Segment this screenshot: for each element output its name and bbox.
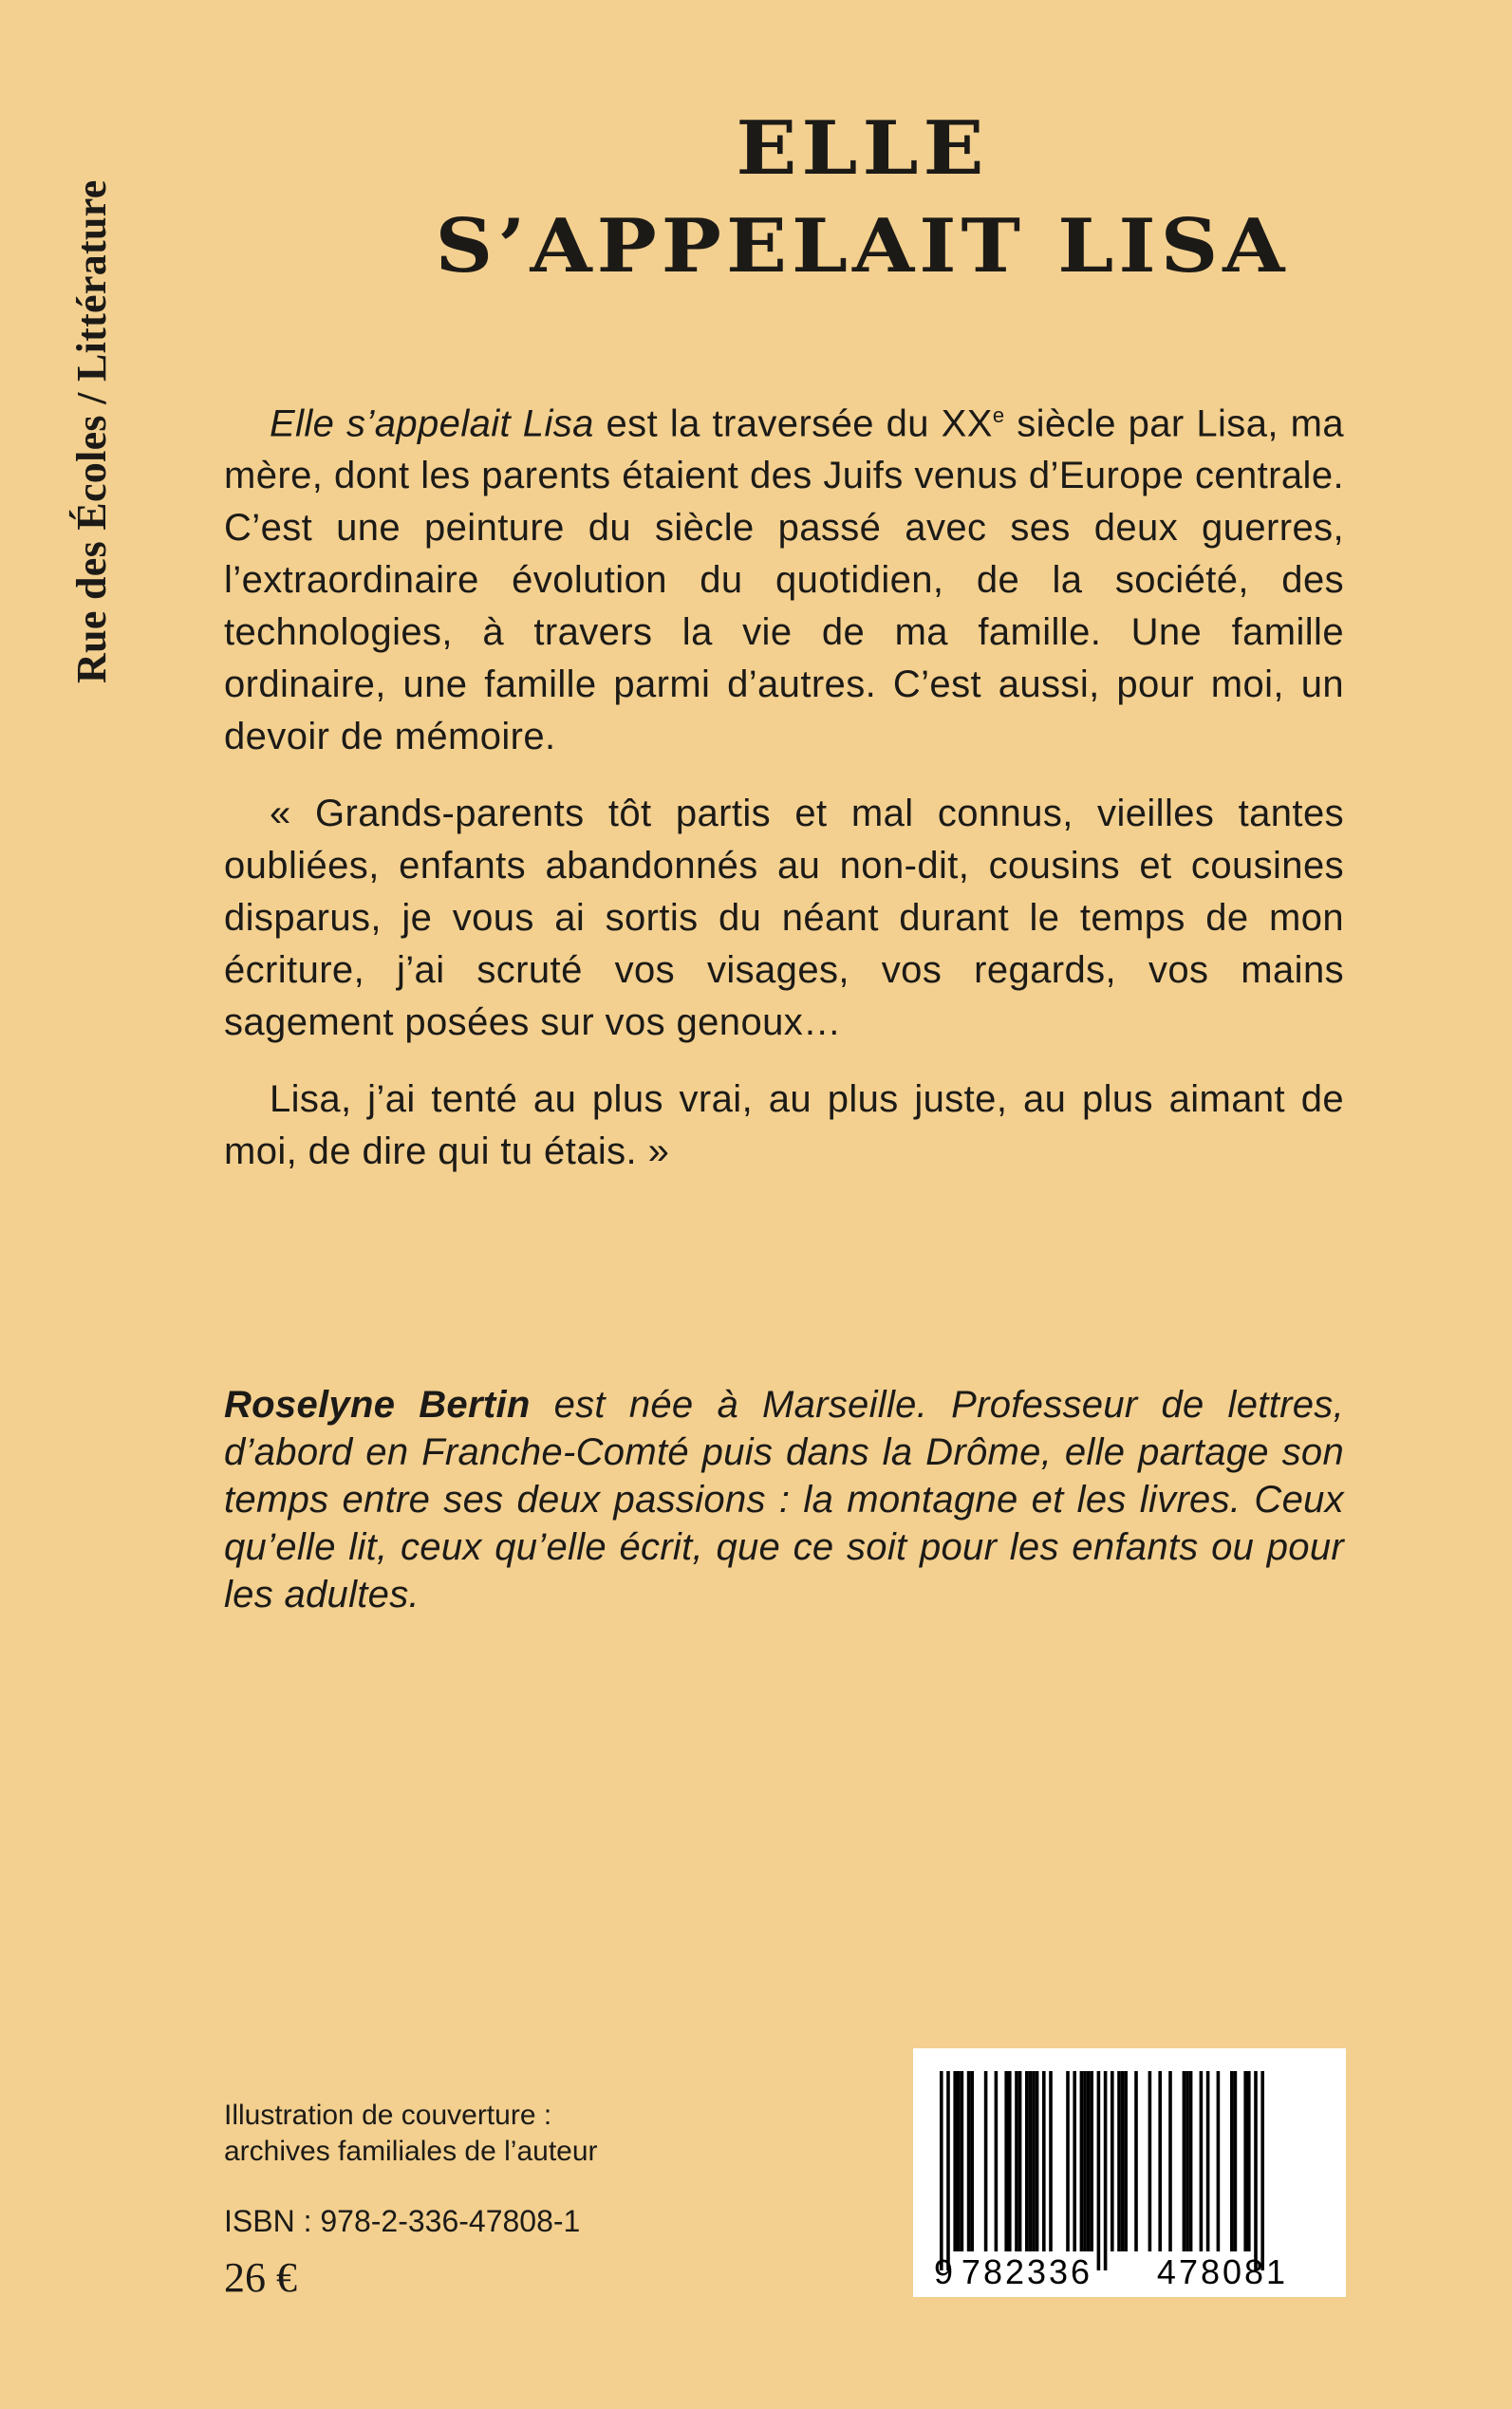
- barcode-bar: [1121, 2071, 1125, 2251]
- barcode-bar: [1097, 2071, 1101, 2270]
- barcode-bar: [1158, 2071, 1162, 2251]
- isbn: ISBN : 978-2-336-47808-1: [224, 2204, 581, 2238]
- barcode-bar: [1083, 2071, 1087, 2251]
- barcode-bar: [1036, 2071, 1039, 2251]
- barcode-bar: [1042, 2071, 1046, 2251]
- barcode-bar: [1025, 2071, 1029, 2251]
- barcode-bar: [1185, 2071, 1189, 2251]
- title-line-1: ELLE: [736, 104, 989, 192]
- barcode-bar: [1243, 2071, 1247, 2251]
- barcode-bar: [1206, 2071, 1210, 2251]
- barcode-bar: [1087, 2071, 1091, 2251]
- barcode-bar: [1090, 2071, 1093, 2251]
- barcode-bar: [946, 2071, 950, 2270]
- cover-illustration-credit: [224, 2098, 598, 2170]
- barcode-digits-left: 782336: [961, 2252, 1093, 2291]
- century-superscript: e: [992, 403, 1005, 427]
- synopsis-text-cont: siècle par Lisa, ma mère, dont les parents étaient des Juifs venus d’Europe centrale. C’est une peinture du siècle passé avec ses deux guerres, l’extraordinaire évolution du quotidien, de la société, des technologies, à travers la vie de ma famille. Une famille ordinaire, une famille parmi d’autres. C’est aussi, pour moi, un devoir de mémoire.: [224, 402, 1344, 758]
- barcode-bar: [1134, 2071, 1138, 2251]
- barcode-bar: [1189, 2071, 1193, 2251]
- barcode-bar: [961, 2071, 964, 2251]
- synopsis-paragraph-1: [224, 389, 1344, 763]
- barcode-bar: [1183, 2071, 1186, 2251]
- author-bio: [224, 1381, 1344, 1618]
- barcode-bar: [1018, 2071, 1022, 2251]
- barcode-bar: [1029, 2071, 1033, 2251]
- synopsis-paragraph-2: « Grands-parents tôt partis et mal connus, vieilles tantes oubliées, enfants abandonnés au non-dit, cousins et cousines disparus, je vous ai sortis du néant durant le temps de mon écriture, j’ai scruté vos visages, vos regards, vos mains sagement posées sur vos genoux…: [224, 793, 1344, 1044]
- author-name: Roselyne Bertin: [224, 1384, 531, 1426]
- barcode-digit-first: 9: [934, 2252, 954, 2291]
- barcode-bar: [1148, 2071, 1152, 2251]
- barcode-bar: [1254, 2071, 1258, 2270]
- author-bio-text: est née à Marseille. Professeur de lettres, d’abord en Franche-Comté puis dans la Drôme, elle partage son temps entre ses deux passions : la montagne et les livres. Ceux qu’elle lit, ceux qu’elle écrit, que ce soit pour les enfants ou pour les adultes.: [224, 1384, 1344, 1615]
- barcode-bar: [984, 2071, 988, 2251]
- barcode-bar: [1104, 2071, 1108, 2270]
- barcode-bar: [970, 2071, 974, 2251]
- barcode: [913, 2048, 1346, 2297]
- barcode-bar: [1049, 2071, 1053, 2251]
- barcode-bar: [957, 2071, 961, 2251]
- credit-line-1: Illustration de couverture :: [224, 2100, 552, 2131]
- title-line-2: S’APPELAIT LISA: [435, 202, 1290, 289]
- collection-label: Rue des Écoles / Littérature: [68, 179, 115, 683]
- barcode-bar: [1260, 2071, 1264, 2270]
- barcode-bar: [1117, 2071, 1121, 2251]
- book-title: [224, 100, 1501, 295]
- barcode-bar: [1247, 2071, 1251, 2251]
- barcode-bar: [1111, 2071, 1114, 2251]
- synopsis-text: est la traversée du XX: [593, 402, 993, 445]
- barcode-bar: [1004, 2071, 1008, 2251]
- barcode-bar: [1015, 2071, 1018, 2251]
- barcode-bar: [940, 2071, 943, 2270]
- barcode-digits-right: 478081: [1156, 2252, 1289, 2291]
- barcode-bar: [1032, 2071, 1036, 2251]
- book-title-italic: Elle s’appelait Lisa: [270, 402, 594, 445]
- barcode-bar: [1200, 2071, 1204, 2251]
- barcode-bar: [1066, 2071, 1070, 2251]
- barcode-bar: [1124, 2071, 1128, 2251]
- barcode-bars: [940, 2071, 1264, 2270]
- barcode-graphic: [913, 2048, 1346, 2297]
- barcode-bar: [967, 2071, 971, 2251]
- credit-line-2: archives familiales de l’auteur: [224, 2136, 598, 2167]
- barcode-bar: [1080, 2071, 1084, 2251]
- barcode-bar: [953, 2071, 957, 2251]
- synopsis-paragraph-3: Lisa, j’ai tenté au plus vrai, au plus juste, au plus aimant de moi, de dire qui tu étais. »: [224, 1078, 1344, 1173]
- price: 26 €: [224, 2254, 297, 2301]
- barcode-bar: [1168, 2071, 1172, 2251]
- barcode-bar: [1234, 2071, 1238, 2251]
- barcode-bar: [1217, 2071, 1221, 2251]
- barcode-bar: [1008, 2071, 1012, 2251]
- barcode-bar: [1230, 2071, 1234, 2251]
- synopsis: [224, 389, 1344, 1178]
- barcode-bar: [995, 2071, 999, 2251]
- barcode-bar: [1073, 2071, 1076, 2251]
